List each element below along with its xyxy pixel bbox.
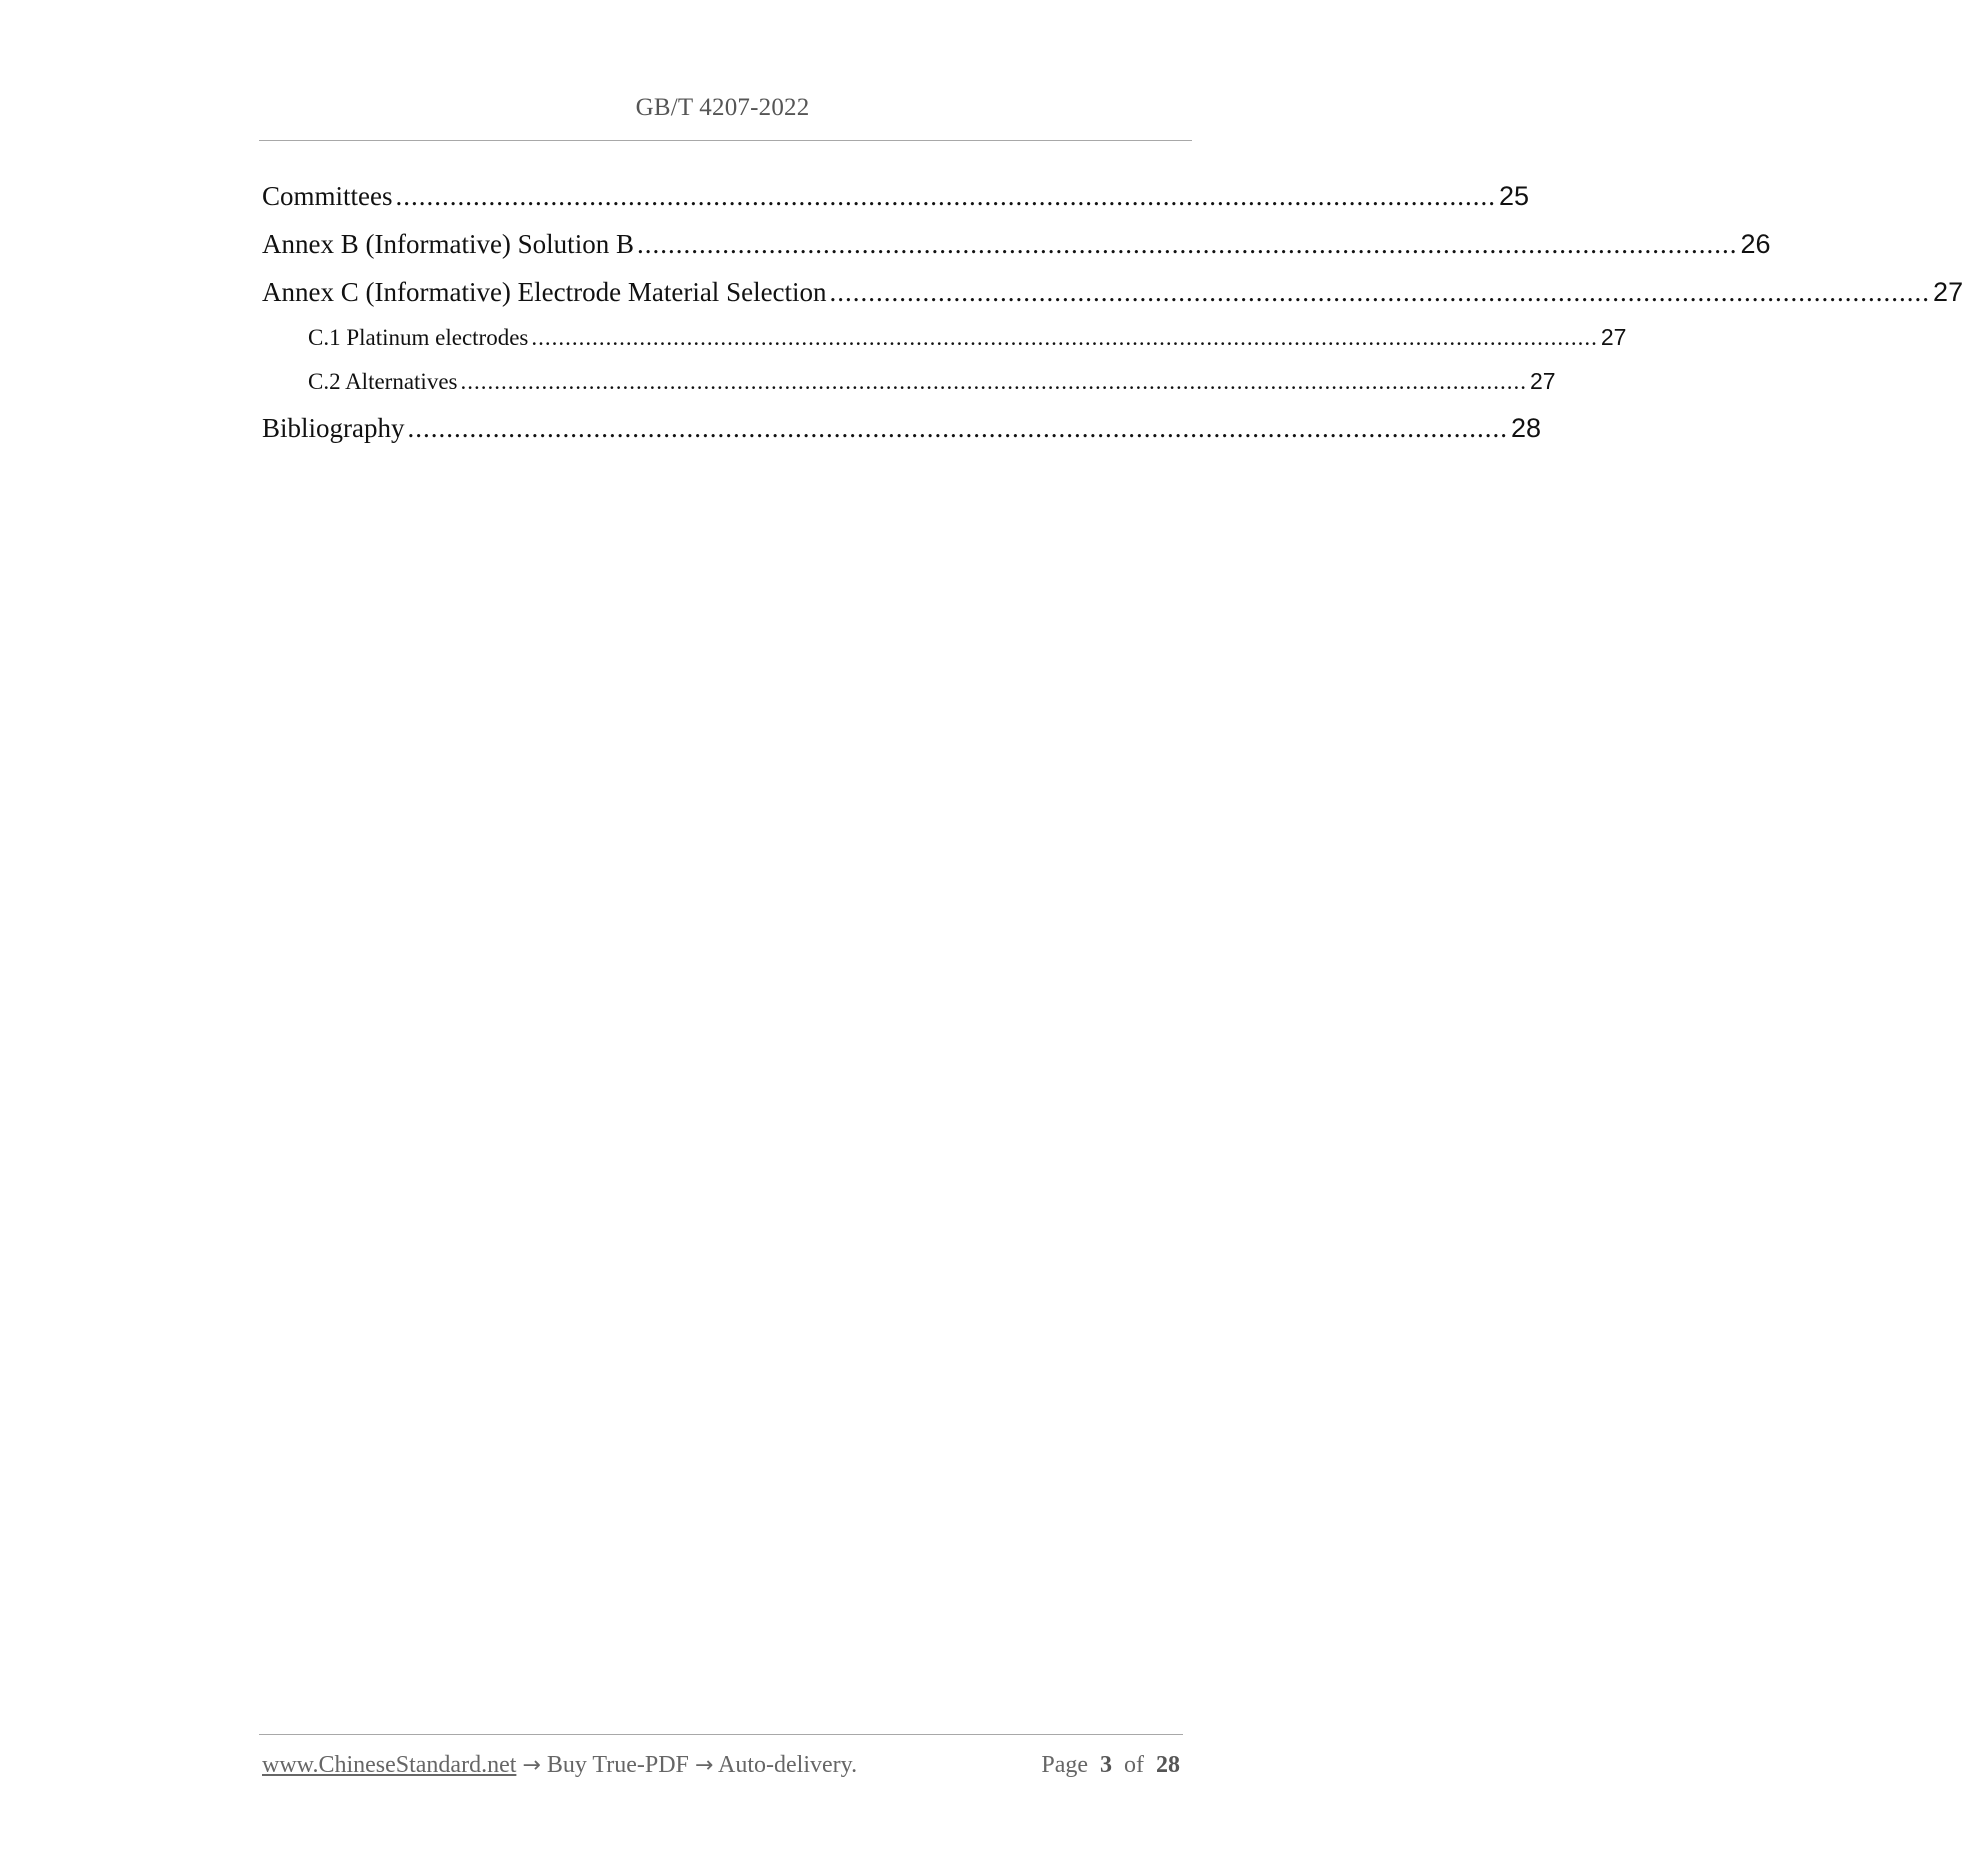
- toc-entry-page: 25: [1499, 181, 1530, 211]
- toc-entry-label: C.2 Alternatives: [308, 369, 458, 394]
- total-pages: 28: [1156, 1752, 1180, 1778]
- toc-entry-page: 27: [1933, 277, 1963, 307]
- toc-entry-page: 27: [1600, 324, 1627, 350]
- site-link[interactable]: www.ChineseStandard.net: [262, 1752, 517, 1778]
- toc-entry-label: Bibliography: [262, 413, 405, 443]
- footer-step-buy: Buy True-PDF: [546, 1752, 689, 1778]
- toc-entry-page: 26: [1740, 229, 1771, 259]
- toc-leader-dots: ..............................................................................................................................................: [829, 277, 1931, 307]
- toc-entry-page: 27: [1529, 368, 1556, 394]
- toc-leader-dots: ..............................................................................................................................................................: [531, 325, 1598, 350]
- toc-entry-label: Annex C (Informative) Electrode Material Selection: [262, 277, 827, 307]
- footer-divider: [259, 1734, 1183, 1735]
- toc-entry-label: Annex B (Informative) Solution B: [262, 229, 634, 259]
- toc-leader-dots: ..............................................................................................................................................: [395, 181, 1496, 211]
- toc-entry-committees[interactable]: [262, 181, 1530, 212]
- current-page: 3: [1100, 1752, 1112, 1778]
- toc-leader-dots: ..............................................................................................................................................................: [460, 369, 1527, 394]
- page-header-title: GB/T 4207-2022: [635, 94, 810, 121]
- toc-entry-c2[interactable]: [308, 368, 1556, 395]
- page-footer: [262, 1752, 1180, 1779]
- toc-leader-dots: ..............................................................................................................................................: [636, 229, 1738, 259]
- of-word: of: [1124, 1752, 1144, 1778]
- toc-entry-annex-b[interactable]: [262, 229, 1771, 260]
- toc-entry-annex-c[interactable]: [262, 277, 1963, 308]
- page-number: [1041, 1752, 1180, 1779]
- page-word: Page: [1041, 1752, 1088, 1778]
- toc-entry-label: Committees: [262, 181, 393, 211]
- footer-promo: [262, 1752, 857, 1779]
- toc-entry-c1[interactable]: [308, 324, 1627, 351]
- toc-leader-dots: ..............................................................................................................................................: [407, 413, 1508, 443]
- header-divider: [259, 140, 1192, 141]
- toc-entry-bibliography[interactable]: [262, 413, 1542, 444]
- right-arrow-icon: →: [522, 1753, 541, 1778]
- right-arrow-icon: →: [694, 1753, 714, 1778]
- toc-entry-label: C.1 Platinum electrodes: [308, 325, 529, 350]
- toc-entry-page: 28: [1511, 413, 1542, 443]
- footer-step-delivery: Auto-delivery.: [718, 1752, 858, 1778]
